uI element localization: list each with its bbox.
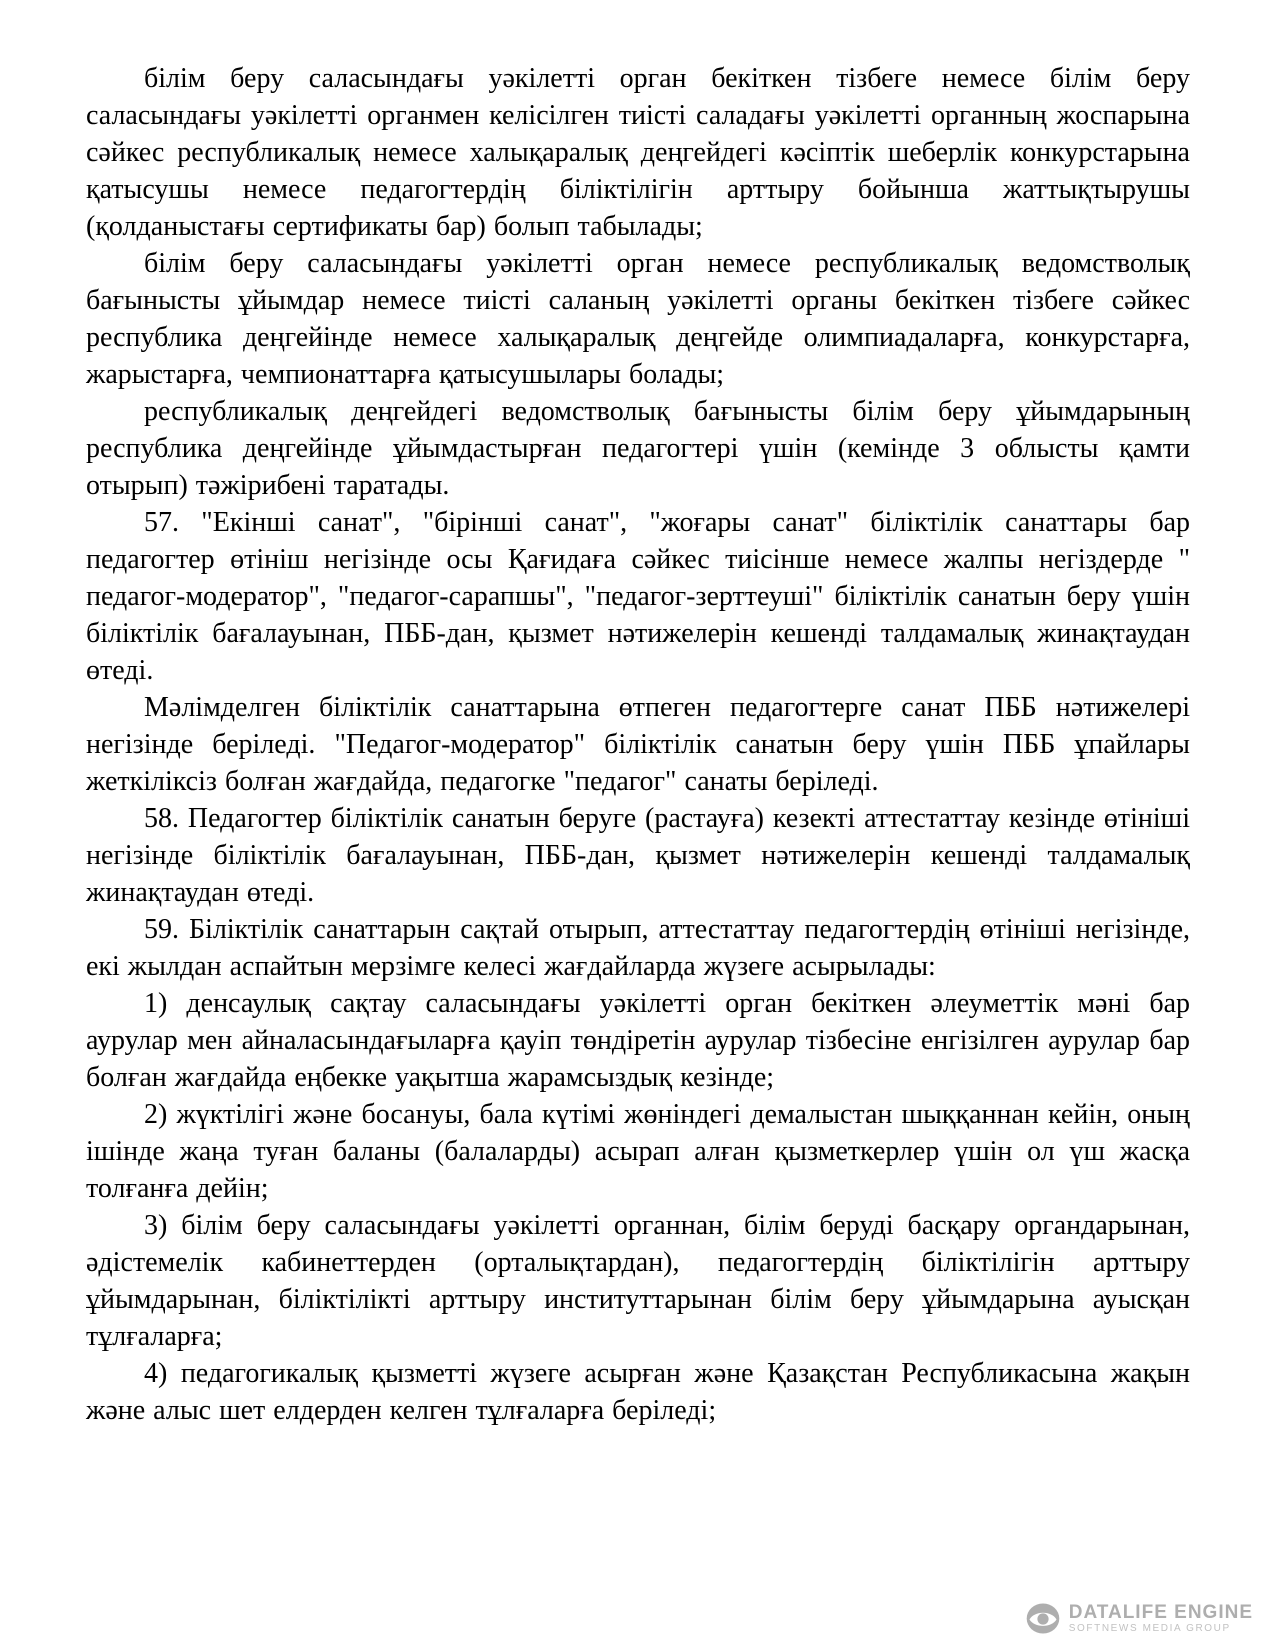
paragraph-subitem-2: 2) жүктілігі және босануы, бала күтімі жөніндегі демалыстан шыққаннан кейін, оның ішінде жаңа туған баланы (балаларды) асырап алған қызметкерлер үшін ол үш жасқа толғанға дейін; bbox=[86, 1099, 1190, 1204]
document-text-block bbox=[86, 60, 1190, 1429]
paragraph-item-57: 57. "Екінші санат", "бірінші санат", "жоғары санат" біліктілік санаттары бар педагогтер өтініш негізінде осы Қағидаға сәйкес тиісінше немесе жалпы негіздерде " педагог-модератор", "педагог-сарапшы", "педагог-зерттеуші" біліктілік санатын беру үшін біліктілік бағалауынан, ПББ-дан, қызмет нәтижелерін кешенді талдамалық жинақтаудан өтеді. bbox=[86, 507, 1190, 686]
watermark-brand-text: DATALIFE ENGINE bbox=[1068, 1602, 1253, 1623]
datalife-engine-watermark bbox=[1026, 1603, 1253, 1634]
paragraph-subitem-4: 4) педагогикалық қызметті жүзеге асырған және Қазақстан Республикасына жақын және алыс шет елдерден келген тұлғаларға беріледі; bbox=[86, 1358, 1190, 1426]
paragraph-item-59: 59. Біліктілік санаттарын сақтай отырып, аттестаттау педагогтердің өтініші негізінде, екі жылдан аспайтын мерзімге келесі жағдайларда жүзеге асырылады: bbox=[86, 914, 1190, 982]
paragraph: республикалық деңгейдегі ведомстволық бағынысты білім беру ұйымдарының республика деңгейінде ұйымдастырған педагогтері үшін (кемінде 3 облысты қамти отырып) тәжірибені таратады. bbox=[86, 396, 1190, 501]
paragraph-item-58: 58. Педагогтер біліктілік санатын беруге (растауға) кезекті аттестаттау кезінде өтініші негізінде біліктілік бағалауынан, ПББ-дан, қызмет нәтижелерін кешенді талдамалық жинақтаудан өтеді. bbox=[86, 803, 1190, 908]
paragraph-subitem-1: 1) денсаулық сақтау саласындағы уәкілетті орган бекіткен әлеуметтік мәні бар аурулар мен айналасындағыларға қауіп төндіретін аурулар тізбесіне енгізілген аурулар бар болған жағдайда еңбекке уақытша жарамсыздық кезінде; bbox=[86, 988, 1190, 1093]
watermark-text bbox=[1069, 1603, 1253, 1634]
paragraph-subitem-3: 3) білім беру саласындағы уәкілетті органнан, білім беруді басқару органдарынан, әдістемелік кабинеттерден (орталықтардан), педагогтердің біліктілігін арттыру ұйымдарынан, біліктілікті арттыру институттарынан білім беру ұйымдарына ауысқан тұлғаларға; bbox=[86, 1210, 1190, 1352]
paragraph: білім беру саласындағы уәкілетті орган бекіткен тізбеге немесе білім беру саласындағы уәкілетті органмен келісілген тиісті саладағы уәкілетті органның жоспарына сәйкес республикалық немесе халықаралық деңгейдегі кәсіптік шеберлік конкурстарына қатысушы немесе педагогтердің біліктілігін арттыру бойынша жаттықтырушы (қолданыстағы сертификаты бар) болып табылады; bbox=[86, 63, 1190, 242]
paragraph: білім беру саласындағы уәкілетті орган немесе республикалық ведомстволық бағынысты ұйымдар немесе тиісті саланың уәкілетті органы бекіткен тізбеге сәйкес республика деңгейінде немесе халықаралық деңгейде олимпиадаларға, конкурстарға, жарыстарға, чемпионаттарға қатысушылары болады; bbox=[86, 248, 1190, 390]
watermark-tagline-text: SOFTNEWS MEDIA GROUP bbox=[1068, 1623, 1231, 1634]
paragraph: Мәлімделген біліктілік санаттарына өтпеген педагогтерге санат ПББ нәтижелері негізінде беріледі. "Педагог-модератор" біліктілік санатын беру үшін ПББ ұпайлары жеткіліксіз болған жағдайда, педагогке "педагог" санаты беріледі. bbox=[86, 692, 1190, 797]
datalife-eye-logo-icon bbox=[1026, 1603, 1060, 1634]
